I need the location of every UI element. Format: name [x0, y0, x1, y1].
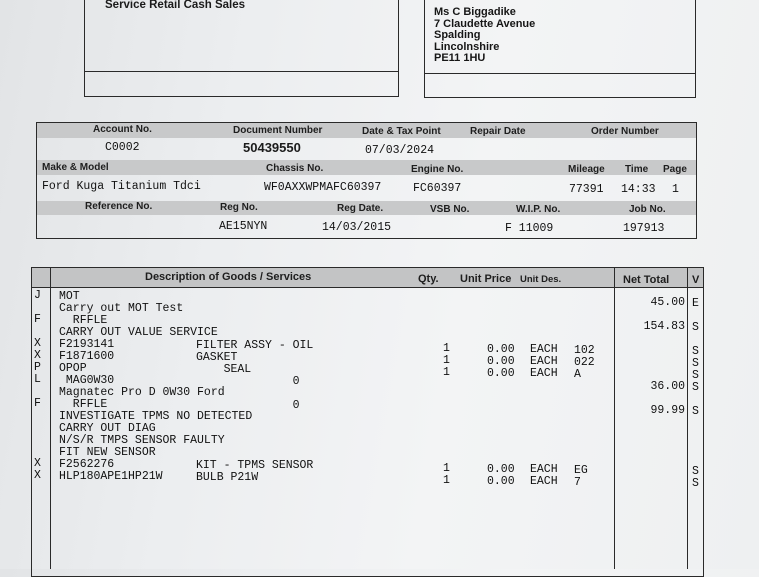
cell-part: GASKET: [196, 351, 238, 365]
engine-no-label: Engine No.: [411, 164, 464, 175]
job-no-label: Job No.: [629, 204, 666, 215]
chassis-no-label: Chassis No.: [266, 163, 324, 174]
net-total-header: Net Total: [623, 274, 670, 286]
cell-desc: INVESTIGATE TPMS NO DETECTED: [59, 409, 253, 423]
cell-desc: CARRY OUT DIAG: [59, 421, 156, 435]
cell-part: BULB P21W: [196, 471, 259, 485]
job-no-value: 197913: [623, 222, 665, 235]
engine-no-value: FC60397: [413, 182, 462, 195]
customer-address: [434, 7, 535, 65]
cell-vat: S: [692, 345, 699, 359]
cell-desc: N/S/R TMPS SENSOR FAULTY: [59, 433, 225, 447]
cell-code: X: [34, 337, 41, 351]
cell-net: 154.83: [643, 320, 685, 334]
vat-header: V: [692, 274, 700, 286]
cell-unit: EACH: [530, 355, 558, 369]
cell-desc: F2562276: [59, 457, 115, 471]
cell-qty: 1: [443, 354, 450, 368]
cell-unit: EACH: [530, 343, 558, 357]
cell-code: L: [34, 373, 41, 387]
wip-no-value: F 11009: [505, 222, 554, 235]
vsb-no-label: VSB No.: [430, 204, 470, 215]
reg-no-value: AE15NYN: [219, 220, 268, 233]
cell-net: 36.00: [650, 380, 685, 394]
unit-des-header: Unit Des.: [520, 274, 562, 285]
reg-no-label: Reg No.: [220, 202, 258, 213]
cell-ref: A: [574, 367, 581, 381]
cell-desc: OPOP: [59, 361, 87, 375]
customer-name: Ms C Biggadike: [434, 6, 516, 18]
cell-qty: 1: [443, 366, 450, 380]
document-number-value: 50439550: [243, 140, 301, 155]
page-label: Page: [663, 164, 687, 175]
cell-net: 45.00: [650, 296, 685, 310]
page-value: 1: [672, 183, 679, 196]
customer-postcode: PE11 1HU: [434, 52, 486, 65]
customer-town: Spalding: [434, 29, 481, 42]
cell-vat: E: [692, 297, 699, 311]
cell-qty: 1: [443, 474, 450, 488]
sale-type-label: Service Retail Cash Sales: [105, 0, 245, 11]
cell-desc: Magnatec Pro D 0W30 Ford: [59, 385, 225, 399]
cell-part: KIT - TPMS SENSOR: [196, 459, 314, 473]
date-tax-point-value: 07/03/2024: [365, 144, 435, 157]
cell-desc: Carry out MOT Test: [59, 301, 184, 315]
cell-vat: S: [692, 381, 699, 395]
date-tax-point-label: Date & Tax Point: [362, 126, 441, 137]
cell-ref: 102: [574, 343, 595, 357]
cell-vat: S: [692, 405, 699, 419]
cell-desc: MAG0W30: [59, 373, 115, 387]
cell-code: P: [34, 361, 41, 375]
cell-part: 0: [196, 375, 300, 389]
cell-desc: F1871600: [59, 349, 115, 363]
cell-code: J: [34, 289, 41, 303]
cell-code: X: [34, 469, 41, 483]
cell-desc: FIT NEW SENSOR: [59, 445, 156, 459]
cell-code: X: [34, 349, 41, 363]
cell-part: 0: [196, 399, 300, 413]
order-number-label: Order Number: [591, 126, 659, 137]
cell-desc: CARRY OUT VALUE SERVICE: [59, 325, 218, 339]
make-model-label: Make & Model: [42, 162, 109, 173]
cell-unit: EACH: [530, 463, 558, 477]
cell-code: F: [34, 397, 41, 411]
mileage-value: 77391: [569, 183, 604, 196]
account-no-label: Account No.: [93, 124, 152, 135]
unit-price-header: Unit Price: [460, 273, 512, 285]
reg-date-value: 14/03/2015: [322, 221, 392, 234]
time-value: 14:33: [621, 183, 656, 196]
description-header: Description of Goods / Services: [145, 271, 312, 283]
cell-desc: HLP180APE1HP21W: [59, 469, 163, 483]
chassis-no-value: WF0AXXWPMAFC60397: [264, 181, 382, 194]
customer-county: Lincolnshire: [434, 40, 500, 53]
cell-vat: S: [692, 321, 699, 335]
cell-vat: S: [692, 357, 699, 371]
cell-qty: 1: [443, 462, 450, 476]
cell-vat: S: [692, 477, 699, 491]
cell-code: X: [34, 457, 41, 471]
cell-desc: F2193141: [59, 337, 115, 351]
document-number-label: Document Number: [233, 125, 323, 136]
time-label: Time: [625, 164, 649, 175]
cell-part: SEAL: [196, 363, 252, 377]
cell-qty: 1: [443, 342, 450, 356]
cell-price: 0.00: [487, 354, 515, 368]
account-no-value: C0002: [105, 141, 140, 154]
cell-desc: RFFLE: [59, 397, 108, 411]
cell-desc: MOT: [59, 289, 80, 303]
repair-date-label: Repair Date: [470, 126, 526, 137]
cell-ref: EG: [574, 463, 588, 477]
sale-type-box: [84, 0, 399, 97]
wip-no-label: W.I.P. No.: [516, 204, 561, 215]
make-model-value: Ford Kuga Titanium Tdci: [42, 180, 201, 193]
mileage-label: Mileage: [568, 164, 605, 175]
cell-price: 0.00: [487, 474, 515, 488]
cell-net: 99.99: [650, 404, 685, 418]
cell-desc: RFFLE: [59, 313, 108, 327]
cell-vat: S: [692, 465, 699, 479]
cell-part: FILTER ASSY - OIL: [196, 339, 314, 353]
reg-date-label: Reg Date.: [337, 203, 384, 214]
reference-no-label: Reference No.: [85, 201, 153, 212]
cell-price: 0.00: [487, 462, 515, 476]
cell-code: F: [34, 313, 41, 327]
cell-vat: S: [692, 369, 699, 383]
customer-street: 7 Claudette Avenue: [434, 17, 536, 30]
cell-price: 0.00: [487, 342, 515, 356]
qty-header: Qty.: [418, 273, 439, 285]
cell-price: 0.00: [487, 366, 515, 380]
cell-unit: EACH: [530, 475, 558, 489]
cell-unit: EACH: [530, 367, 558, 381]
cell-ref: 7: [574, 475, 581, 489]
cell-ref: 022: [574, 355, 595, 369]
